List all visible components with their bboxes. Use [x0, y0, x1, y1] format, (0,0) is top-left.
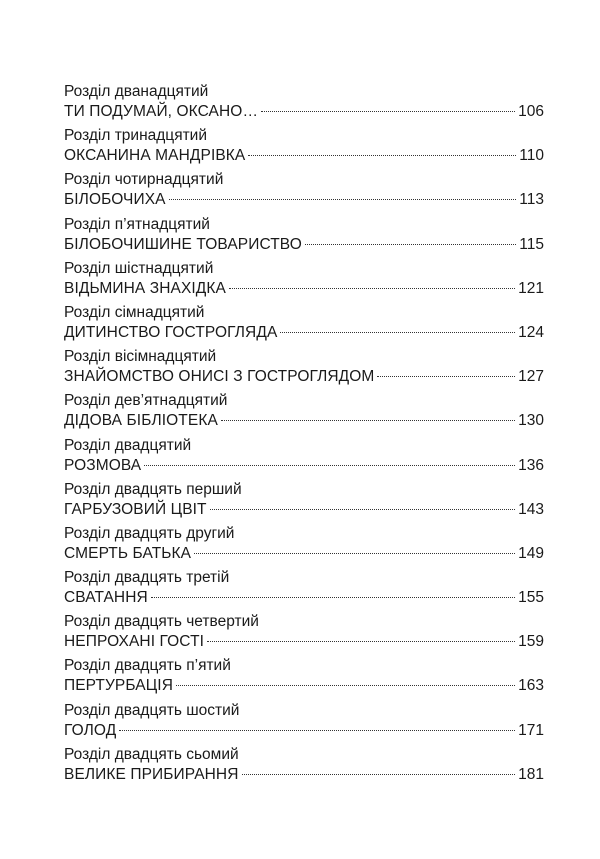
toc-title-row	[64, 145, 544, 166]
dot-leader	[169, 199, 517, 200]
page-number: 110	[519, 147, 544, 165]
chapter-title: НЕПРОХАНІ ГОСТІ	[64, 633, 205, 651]
toc-entry	[64, 524, 544, 568]
dot-leader	[242, 774, 516, 775]
toc-title-row	[64, 631, 544, 652]
page-number: 181	[518, 765, 544, 783]
chapter-title: ВЕЛИКЕ ПРИБИРАННЯ	[64, 765, 239, 783]
toc-entry	[64, 347, 544, 391]
toc-title-row	[64, 764, 544, 785]
page-number: 124	[518, 323, 544, 341]
chapter-label: Розділ двадцять п’ятий	[64, 657, 231, 675]
dot-leader	[151, 597, 515, 598]
chapter-title: РОЗМОВА	[64, 456, 142, 474]
toc-entry	[64, 745, 544, 789]
toc-title-row	[64, 366, 544, 387]
toc-entry	[64, 568, 544, 612]
page-number: 115	[519, 235, 544, 253]
page-number: 130	[518, 412, 544, 430]
toc-entry	[64, 480, 544, 524]
chapter-title: БІЛОБОЧИХА	[64, 191, 166, 209]
chapter-title: БІЛОБОЧИШИНЕ ТОВАРИСТВО	[64, 235, 302, 253]
chapter-label: Розділ двадцять другий	[64, 524, 235, 542]
dot-leader	[194, 553, 515, 554]
toc-title-row	[64, 675, 544, 696]
chapter-title: ГАРБУЗОВИЙ ЦВІТ	[64, 500, 207, 518]
dot-leader	[210, 509, 516, 510]
chapter-label: Розділ дев’ятнадцятий	[64, 392, 228, 410]
chapter-title: ЗНАЙОМСТВО ОНИСІ З ГОСТРОГЛЯДОМ	[64, 368, 375, 386]
chapter-label: Розділ дванадцятий	[64, 83, 209, 100]
page-number: 149	[518, 544, 544, 562]
page-number: 163	[518, 677, 544, 695]
chapter-label: Розділ двадцять сьомий	[64, 745, 239, 763]
toc-entry	[64, 82, 544, 126]
page-number: 155	[518, 589, 544, 607]
toc-entry	[64, 612, 544, 656]
toc-entry	[64, 215, 544, 259]
toc-entry	[64, 391, 544, 435]
chapter-title: СМЕРТЬ БАТЬКА	[64, 544, 192, 562]
page-number: 106	[518, 103, 544, 120]
chapter-label: Розділ двадцять шостий	[64, 701, 240, 719]
toc-title-row	[64, 322, 544, 343]
dot-leader	[261, 111, 515, 112]
page-number: 121	[518, 279, 544, 297]
chapter-label: Розділ п’ятнадцятий	[64, 215, 210, 233]
chapter-title: ДИТИНСТВО ГОСТРОГЛЯДА	[64, 323, 278, 341]
page-number: 159	[518, 633, 544, 651]
toc-title-row	[64, 278, 544, 299]
toc-entry	[64, 303, 544, 347]
dot-leader	[176, 685, 515, 686]
toc-entry	[64, 126, 544, 170]
toc-title-row	[64, 587, 544, 608]
dot-leader	[144, 465, 515, 466]
toc-entry	[64, 436, 544, 480]
toc-entry	[64, 170, 544, 214]
page-number: 171	[518, 721, 544, 739]
toc-title-row	[64, 101, 544, 122]
chapter-label: Розділ вісімнадцятий	[64, 348, 217, 366]
dot-leader	[377, 376, 515, 377]
toc-title-row	[64, 410, 544, 431]
toc-title-row	[64, 455, 544, 476]
chapter-label: Розділ двадцять перший	[64, 480, 242, 498]
table-of-contents	[64, 82, 544, 789]
chapter-label: Розділ двадцятий	[64, 436, 192, 454]
toc-title-row	[64, 720, 544, 741]
page-number: 113	[519, 191, 544, 209]
toc-title-row	[64, 234, 544, 255]
chapter-title: ГОЛОД	[64, 721, 117, 739]
toc-entry	[64, 701, 544, 745]
page-number: 143	[518, 500, 544, 518]
chapter-title: ПЕРТУРБАЦІЯ	[64, 677, 174, 695]
toc-entry	[64, 656, 544, 700]
dot-leader	[248, 155, 516, 156]
toc-title-row	[64, 543, 544, 564]
chapter-title: ТИ ПОДУМАЙ, ОКСАНО…	[64, 103, 259, 120]
page-number: 136	[518, 456, 544, 474]
page-number: 127	[518, 368, 544, 386]
dot-leader	[221, 420, 515, 421]
chapter-label: Розділ сімнадцятий	[64, 303, 205, 321]
dot-leader	[119, 730, 515, 731]
dot-leader	[280, 332, 515, 333]
toc-entry	[64, 259, 544, 303]
chapter-title: ОКСАНИНА МАНДРІВКА	[64, 147, 246, 165]
chapter-label: Розділ двадцять четвертий	[64, 613, 259, 631]
chapter-title: ВІДЬМИНА ЗНАХІДКА	[64, 279, 226, 297]
chapter-label: Розділ тринадцятий	[64, 127, 207, 145]
chapter-title: СВАТАННЯ	[64, 589, 148, 607]
dot-leader	[207, 641, 515, 642]
toc-title-row	[64, 189, 544, 210]
dot-leader	[229, 288, 515, 289]
dot-leader	[305, 244, 516, 245]
chapter-label: Розділ двадцять третій	[64, 569, 230, 587]
chapter-title: ДІДОВА БІБЛІОТЕКА	[64, 412, 218, 430]
chapter-label: Розділ чотирнадцятий	[64, 171, 224, 189]
chapter-label: Розділ шістнадцятий	[64, 259, 214, 277]
toc-title-row	[64, 499, 544, 520]
